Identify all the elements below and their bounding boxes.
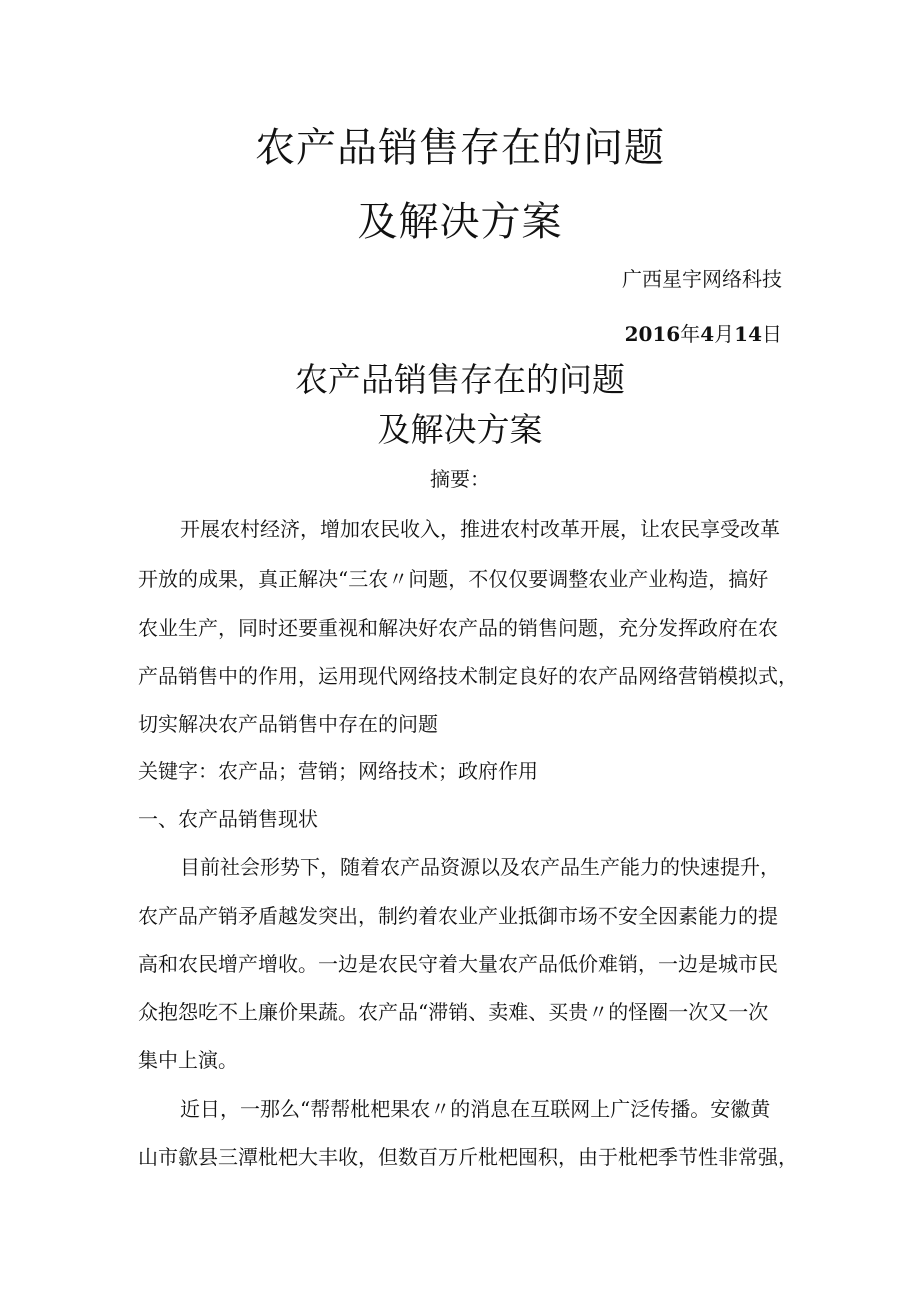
abstract-line: 产品销售中的作用，运用现代网络技术制定良好的农产品网络营销模拟式， bbox=[138, 664, 798, 688]
paragraph-line: 山市歙县三潭枇杷大丰收，但数百万斤枇杷囤积，由于枇杷季节性非常强， bbox=[138, 1145, 798, 1169]
date-day: 14 bbox=[734, 322, 762, 346]
main-title-line1: 农产品销售存在的问题 bbox=[295, 360, 625, 399]
abstract-line: 切实解决农产品销售中存在的问题 bbox=[138, 712, 438, 736]
paragraph-line: 近日，一那么“帮帮枇杷果农〃的消息在互联网上广泛传播。安徽黄 bbox=[180, 1097, 771, 1121]
date-year-suffix: 年 bbox=[680, 322, 701, 346]
abstract-line: 农业生产，同时还要重视和解决好农产品的销售问题，充分发挥政府在农 bbox=[138, 616, 778, 640]
paragraph-line: 众抱怨吃不上廉价果蔬。农产品“滞销、卖难、买贵〃的怪圈一次又一次 bbox=[138, 1000, 769, 1024]
abstract-label: 摘要： bbox=[430, 467, 490, 491]
date-month-suffix: 月 bbox=[714, 322, 735, 346]
section1-heading: 一、农产品销售现状 bbox=[138, 807, 318, 831]
abstract-line: 开展农村经济，增加农民收入，推进农村改革开展，让农民享受改革 bbox=[180, 517, 780, 541]
abstract-line: 开放的成果，真正解决“三农〃问题，不仅仅要调整农业产业构造，搞好 bbox=[138, 567, 769, 591]
keywords-line: 关键字：农产品；营销；网络技术；政府作用 bbox=[138, 759, 538, 783]
main-title-line2: 及解决方案 bbox=[377, 410, 543, 449]
date-day-suffix: 日 bbox=[762, 322, 782, 346]
cover-title-line1: 农产品销售存在的问题 bbox=[255, 125, 665, 171]
cover-title-line2: 及解决方案 bbox=[357, 199, 563, 245]
paragraph-line: 农产品产销矛盾越发突出，制约着农业产业抵御市场不安全因素能力的提 bbox=[138, 904, 778, 928]
paragraph-line: 高和农民增产增收。一边是农民守着大量农产品低价难销，一边是城市民 bbox=[138, 952, 778, 976]
paragraph-line: 集中上演。 bbox=[138, 1048, 238, 1072]
date-year: 2016 bbox=[624, 322, 681, 346]
document-date bbox=[625, 321, 782, 347]
paragraph-line: 目前社会形势下，随着农产品资源以及农产品生产能力的快速提升， bbox=[180, 855, 780, 879]
organization-name: 广西星宇网络科技 bbox=[622, 267, 782, 291]
date-month: 4 bbox=[700, 322, 715, 346]
